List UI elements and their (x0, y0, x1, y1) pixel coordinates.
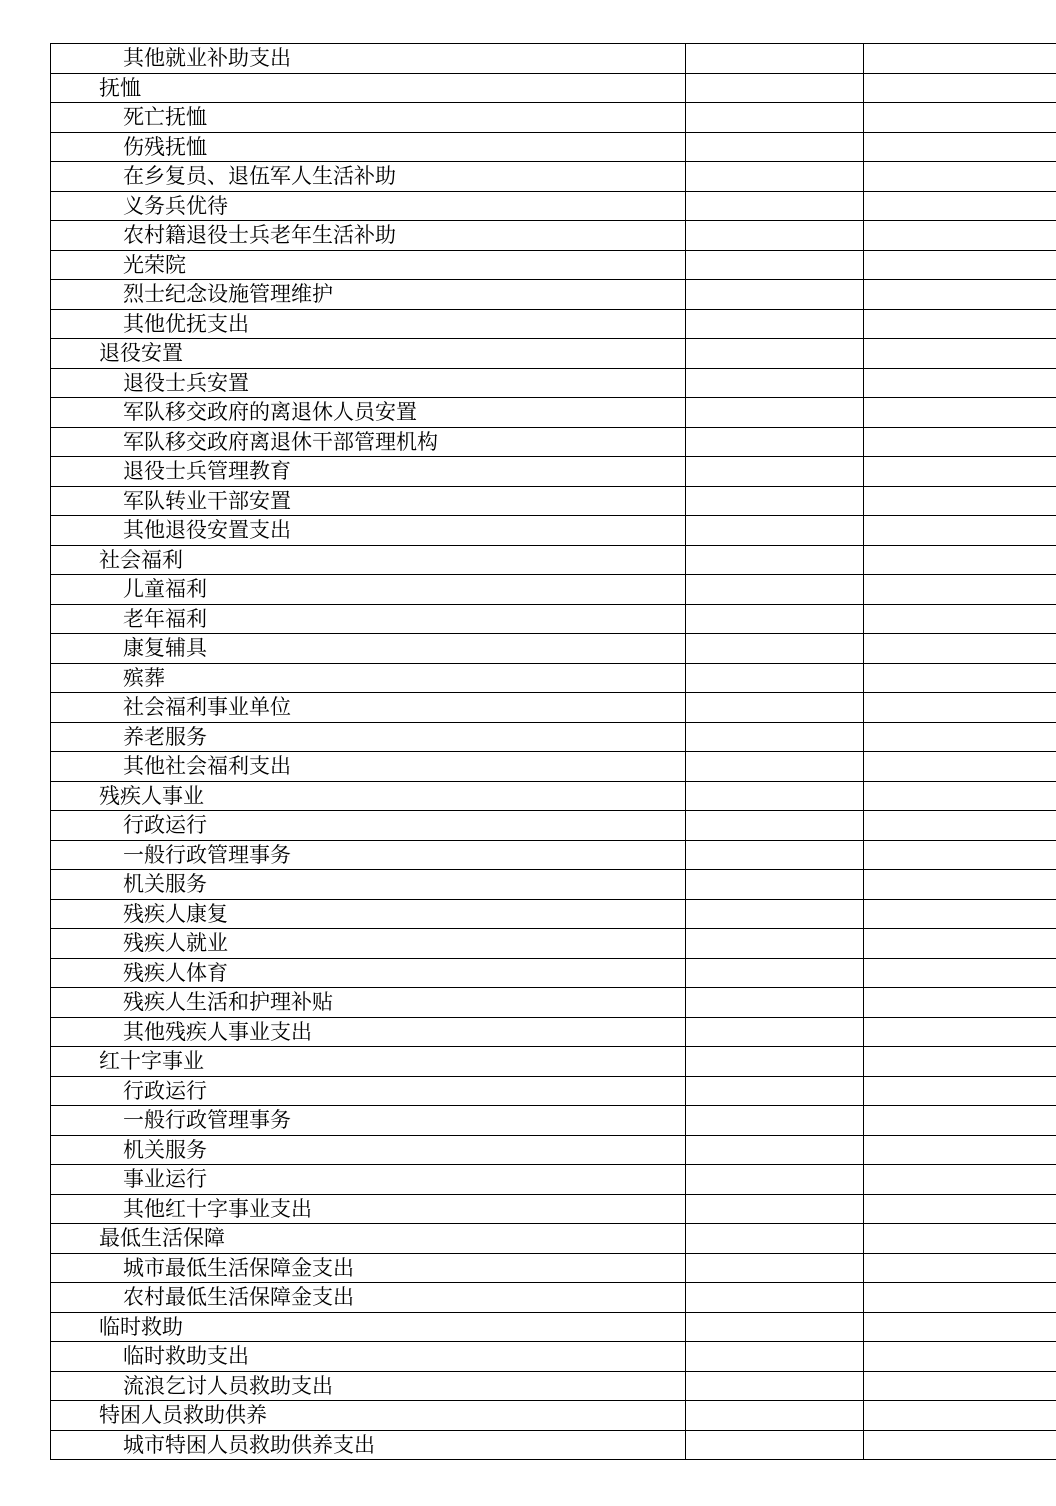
row-name-cell: 养老服务 (51, 722, 686, 752)
value-cell (864, 1194, 1056, 1224)
value-cell (864, 309, 1056, 339)
row-name-cell: 烈士纪念设施管理维护 (51, 280, 686, 310)
value-cell (864, 693, 1056, 723)
value-cell (864, 1135, 1056, 1165)
row-name-cell: 临时救助支出 (51, 1342, 686, 1372)
value-cell (864, 811, 1056, 841)
row-name-cell: 残疾人康复 (51, 899, 686, 929)
row-name-cell: 社会福利事业单位 (51, 693, 686, 723)
row-name-cell: 退役安置 (51, 339, 686, 369)
value-cell (864, 44, 1056, 74)
value-cell (686, 339, 864, 369)
value-cell (864, 427, 1056, 457)
subcategory-row (51, 988, 1056, 1018)
value-cell (686, 722, 864, 752)
subcategory-row (51, 1194, 1056, 1224)
subcategory-row (51, 722, 1056, 752)
value-cell (864, 486, 1056, 516)
value-cell (686, 1224, 864, 1254)
value-cell (864, 545, 1056, 575)
category-row (51, 1224, 1056, 1254)
value-cell (864, 1047, 1056, 1077)
value-cell (686, 191, 864, 221)
value-cell (864, 339, 1056, 369)
category-row (51, 781, 1056, 811)
value-cell (686, 368, 864, 398)
row-name-cell: 农村最低生活保障金支出 (51, 1283, 686, 1313)
value-cell (686, 250, 864, 280)
category-row (51, 339, 1056, 369)
subcategory-row (51, 427, 1056, 457)
value-cell (864, 1401, 1056, 1431)
value-cell (686, 575, 864, 605)
row-name-cell: 一般行政管理事务 (51, 1106, 686, 1136)
row-name-cell: 康复辅具 (51, 634, 686, 664)
subcategory-row (51, 899, 1056, 929)
row-name-cell: 退役士兵安置 (51, 368, 686, 398)
subcategory-row (51, 929, 1056, 959)
subcategory-row (51, 870, 1056, 900)
value-cell (686, 1106, 864, 1136)
row-name-cell: 机关服务 (51, 870, 686, 900)
value-cell (686, 309, 864, 339)
subcategory-row (51, 1253, 1056, 1283)
subcategory-row (51, 309, 1056, 339)
row-name-cell: 老年福利 (51, 604, 686, 634)
value-cell (686, 1253, 864, 1283)
value-cell (864, 132, 1056, 162)
subcategory-row (51, 162, 1056, 192)
value-cell (864, 1224, 1056, 1254)
row-name-cell: 其他退役安置支出 (51, 516, 686, 546)
value-cell (864, 663, 1056, 693)
category-row (51, 73, 1056, 103)
value-cell (864, 280, 1056, 310)
row-name-cell: 军队移交政府的离退休人员安置 (51, 398, 686, 428)
row-name-cell: 社会福利 (51, 545, 686, 575)
value-cell (686, 693, 864, 723)
subcategory-row (51, 1283, 1056, 1313)
row-name-cell: 其他优抚支出 (51, 309, 686, 339)
subcategory-row (51, 398, 1056, 428)
value-cell (686, 1342, 864, 1372)
value-cell (864, 988, 1056, 1018)
value-cell (864, 191, 1056, 221)
value-cell (686, 1283, 864, 1313)
subcategory-row (51, 693, 1056, 723)
value-cell (686, 811, 864, 841)
row-name-cell: 行政运行 (51, 811, 686, 841)
value-cell (864, 929, 1056, 959)
category-row (51, 1401, 1056, 1431)
value-cell (686, 545, 864, 575)
row-name-cell: 退役士兵管理教育 (51, 457, 686, 487)
value-cell (864, 162, 1056, 192)
value-cell (864, 368, 1056, 398)
value-cell (686, 427, 864, 457)
value-cell (686, 870, 864, 900)
value-cell (864, 250, 1056, 280)
value-cell (864, 73, 1056, 103)
subcategory-row (51, 516, 1056, 546)
value-cell (864, 1312, 1056, 1342)
subcategory-row (51, 1017, 1056, 1047)
value-cell (686, 457, 864, 487)
row-name-cell: 其他红十字事业支出 (51, 1194, 686, 1224)
value-cell (686, 929, 864, 959)
row-name-cell: 死亡抚恤 (51, 103, 686, 133)
value-cell (686, 1017, 864, 1047)
row-name-cell: 一般行政管理事务 (51, 840, 686, 870)
row-name-cell: 义务兵优待 (51, 191, 686, 221)
value-cell (686, 840, 864, 870)
subcategory-row (51, 368, 1056, 398)
value-cell (686, 1430, 864, 1460)
subcategory-row (51, 811, 1056, 841)
category-row (51, 1047, 1056, 1077)
subcategory-row (51, 1106, 1056, 1136)
subcategory-row (51, 221, 1056, 251)
value-cell (864, 604, 1056, 634)
value-cell (864, 1076, 1056, 1106)
value-cell (864, 1017, 1056, 1047)
value-cell (686, 73, 864, 103)
row-name-cell: 最低生活保障 (51, 1224, 686, 1254)
subcategory-row (51, 1371, 1056, 1401)
row-name-cell: 城市特困人员救助供养支出 (51, 1430, 686, 1460)
row-name-cell: 特困人员救助供养 (51, 1401, 686, 1431)
row-name-cell: 其他就业补助支出 (51, 44, 686, 74)
value-cell (864, 1253, 1056, 1283)
value-cell (864, 575, 1056, 605)
row-name-cell: 残疾人就业 (51, 929, 686, 959)
subcategory-row (51, 250, 1056, 280)
value-cell (864, 722, 1056, 752)
value-cell (686, 280, 864, 310)
subcategory-row (51, 486, 1056, 516)
value-cell (864, 1342, 1056, 1372)
subcategory-row (51, 840, 1056, 870)
row-name-cell: 机关服务 (51, 1135, 686, 1165)
value-cell (686, 781, 864, 811)
subcategory-row (51, 663, 1056, 693)
row-name-cell: 儿童福利 (51, 575, 686, 605)
value-cell (686, 221, 864, 251)
value-cell (864, 221, 1056, 251)
subcategory-row (51, 1165, 1056, 1195)
subcategory-row (51, 44, 1056, 74)
row-name-cell: 流浪乞讨人员救助支出 (51, 1371, 686, 1401)
value-cell (864, 634, 1056, 664)
value-cell (686, 988, 864, 1018)
row-name-cell: 事业运行 (51, 1165, 686, 1195)
row-name-cell: 军队转业干部安置 (51, 486, 686, 516)
subcategory-row (51, 634, 1056, 664)
value-cell (686, 486, 864, 516)
row-name-cell: 在乡复员、退伍军人生活补助 (51, 162, 686, 192)
row-name-cell: 残疾人生活和护理补贴 (51, 988, 686, 1018)
row-name-cell: 城市最低生活保障金支出 (51, 1253, 686, 1283)
subcategory-row (51, 1076, 1056, 1106)
value-cell (686, 1135, 864, 1165)
value-cell (686, 398, 864, 428)
value-cell (864, 398, 1056, 428)
subcategory-row (51, 132, 1056, 162)
value-cell (864, 899, 1056, 929)
subcategory-row (51, 103, 1056, 133)
value-cell (686, 1165, 864, 1195)
category-row (51, 545, 1056, 575)
value-cell (686, 132, 864, 162)
budget-table (50, 43, 1056, 1460)
value-cell (864, 1106, 1056, 1136)
row-name-cell: 军队移交政府离退休干部管理机构 (51, 427, 686, 457)
value-cell (686, 663, 864, 693)
value-cell (864, 1371, 1056, 1401)
subcategory-row (51, 1342, 1056, 1372)
value-cell (864, 752, 1056, 782)
subcategory-row (51, 958, 1056, 988)
value-cell (686, 1401, 864, 1431)
row-name-cell: 残疾人事业 (51, 781, 686, 811)
row-name-cell: 殡葬 (51, 663, 686, 693)
value-cell (686, 604, 864, 634)
row-name-cell: 红十字事业 (51, 1047, 686, 1077)
value-cell (864, 457, 1056, 487)
category-row (51, 1312, 1056, 1342)
subcategory-row (51, 280, 1056, 310)
subcategory-row (51, 457, 1056, 487)
value-cell (864, 781, 1056, 811)
subcategory-row (51, 752, 1056, 782)
value-cell (686, 1076, 864, 1106)
subcategory-row (51, 1135, 1056, 1165)
value-cell (864, 1430, 1056, 1460)
value-cell (864, 870, 1056, 900)
row-name-cell: 临时救助 (51, 1312, 686, 1342)
subcategory-row (51, 1430, 1056, 1460)
row-name-cell: 行政运行 (51, 1076, 686, 1106)
value-cell (686, 1371, 864, 1401)
value-cell (686, 103, 864, 133)
value-cell (864, 1165, 1056, 1195)
value-cell (864, 103, 1056, 133)
row-name-cell: 光荣院 (51, 250, 686, 280)
value-cell (686, 1312, 864, 1342)
value-cell (686, 899, 864, 929)
value-cell (864, 1283, 1056, 1313)
row-name-cell: 抚恤 (51, 73, 686, 103)
budget-table-body (51, 44, 1056, 1460)
subcategory-row (51, 575, 1056, 605)
value-cell (686, 958, 864, 988)
value-cell (686, 162, 864, 192)
subcategory-row (51, 604, 1056, 634)
row-name-cell: 农村籍退役士兵老年生活补助 (51, 221, 686, 251)
value-cell (686, 516, 864, 546)
row-name-cell: 伤残抚恤 (51, 132, 686, 162)
value-cell (686, 634, 864, 664)
value-cell (686, 44, 864, 74)
value-cell (864, 840, 1056, 870)
row-name-cell: 残疾人体育 (51, 958, 686, 988)
row-name-cell: 其他社会福利支出 (51, 752, 686, 782)
subcategory-row (51, 191, 1056, 221)
value-cell (864, 958, 1056, 988)
row-name-cell: 其他残疾人事业支出 (51, 1017, 686, 1047)
value-cell (686, 1047, 864, 1077)
value-cell (686, 1194, 864, 1224)
value-cell (864, 516, 1056, 546)
value-cell (686, 752, 864, 782)
